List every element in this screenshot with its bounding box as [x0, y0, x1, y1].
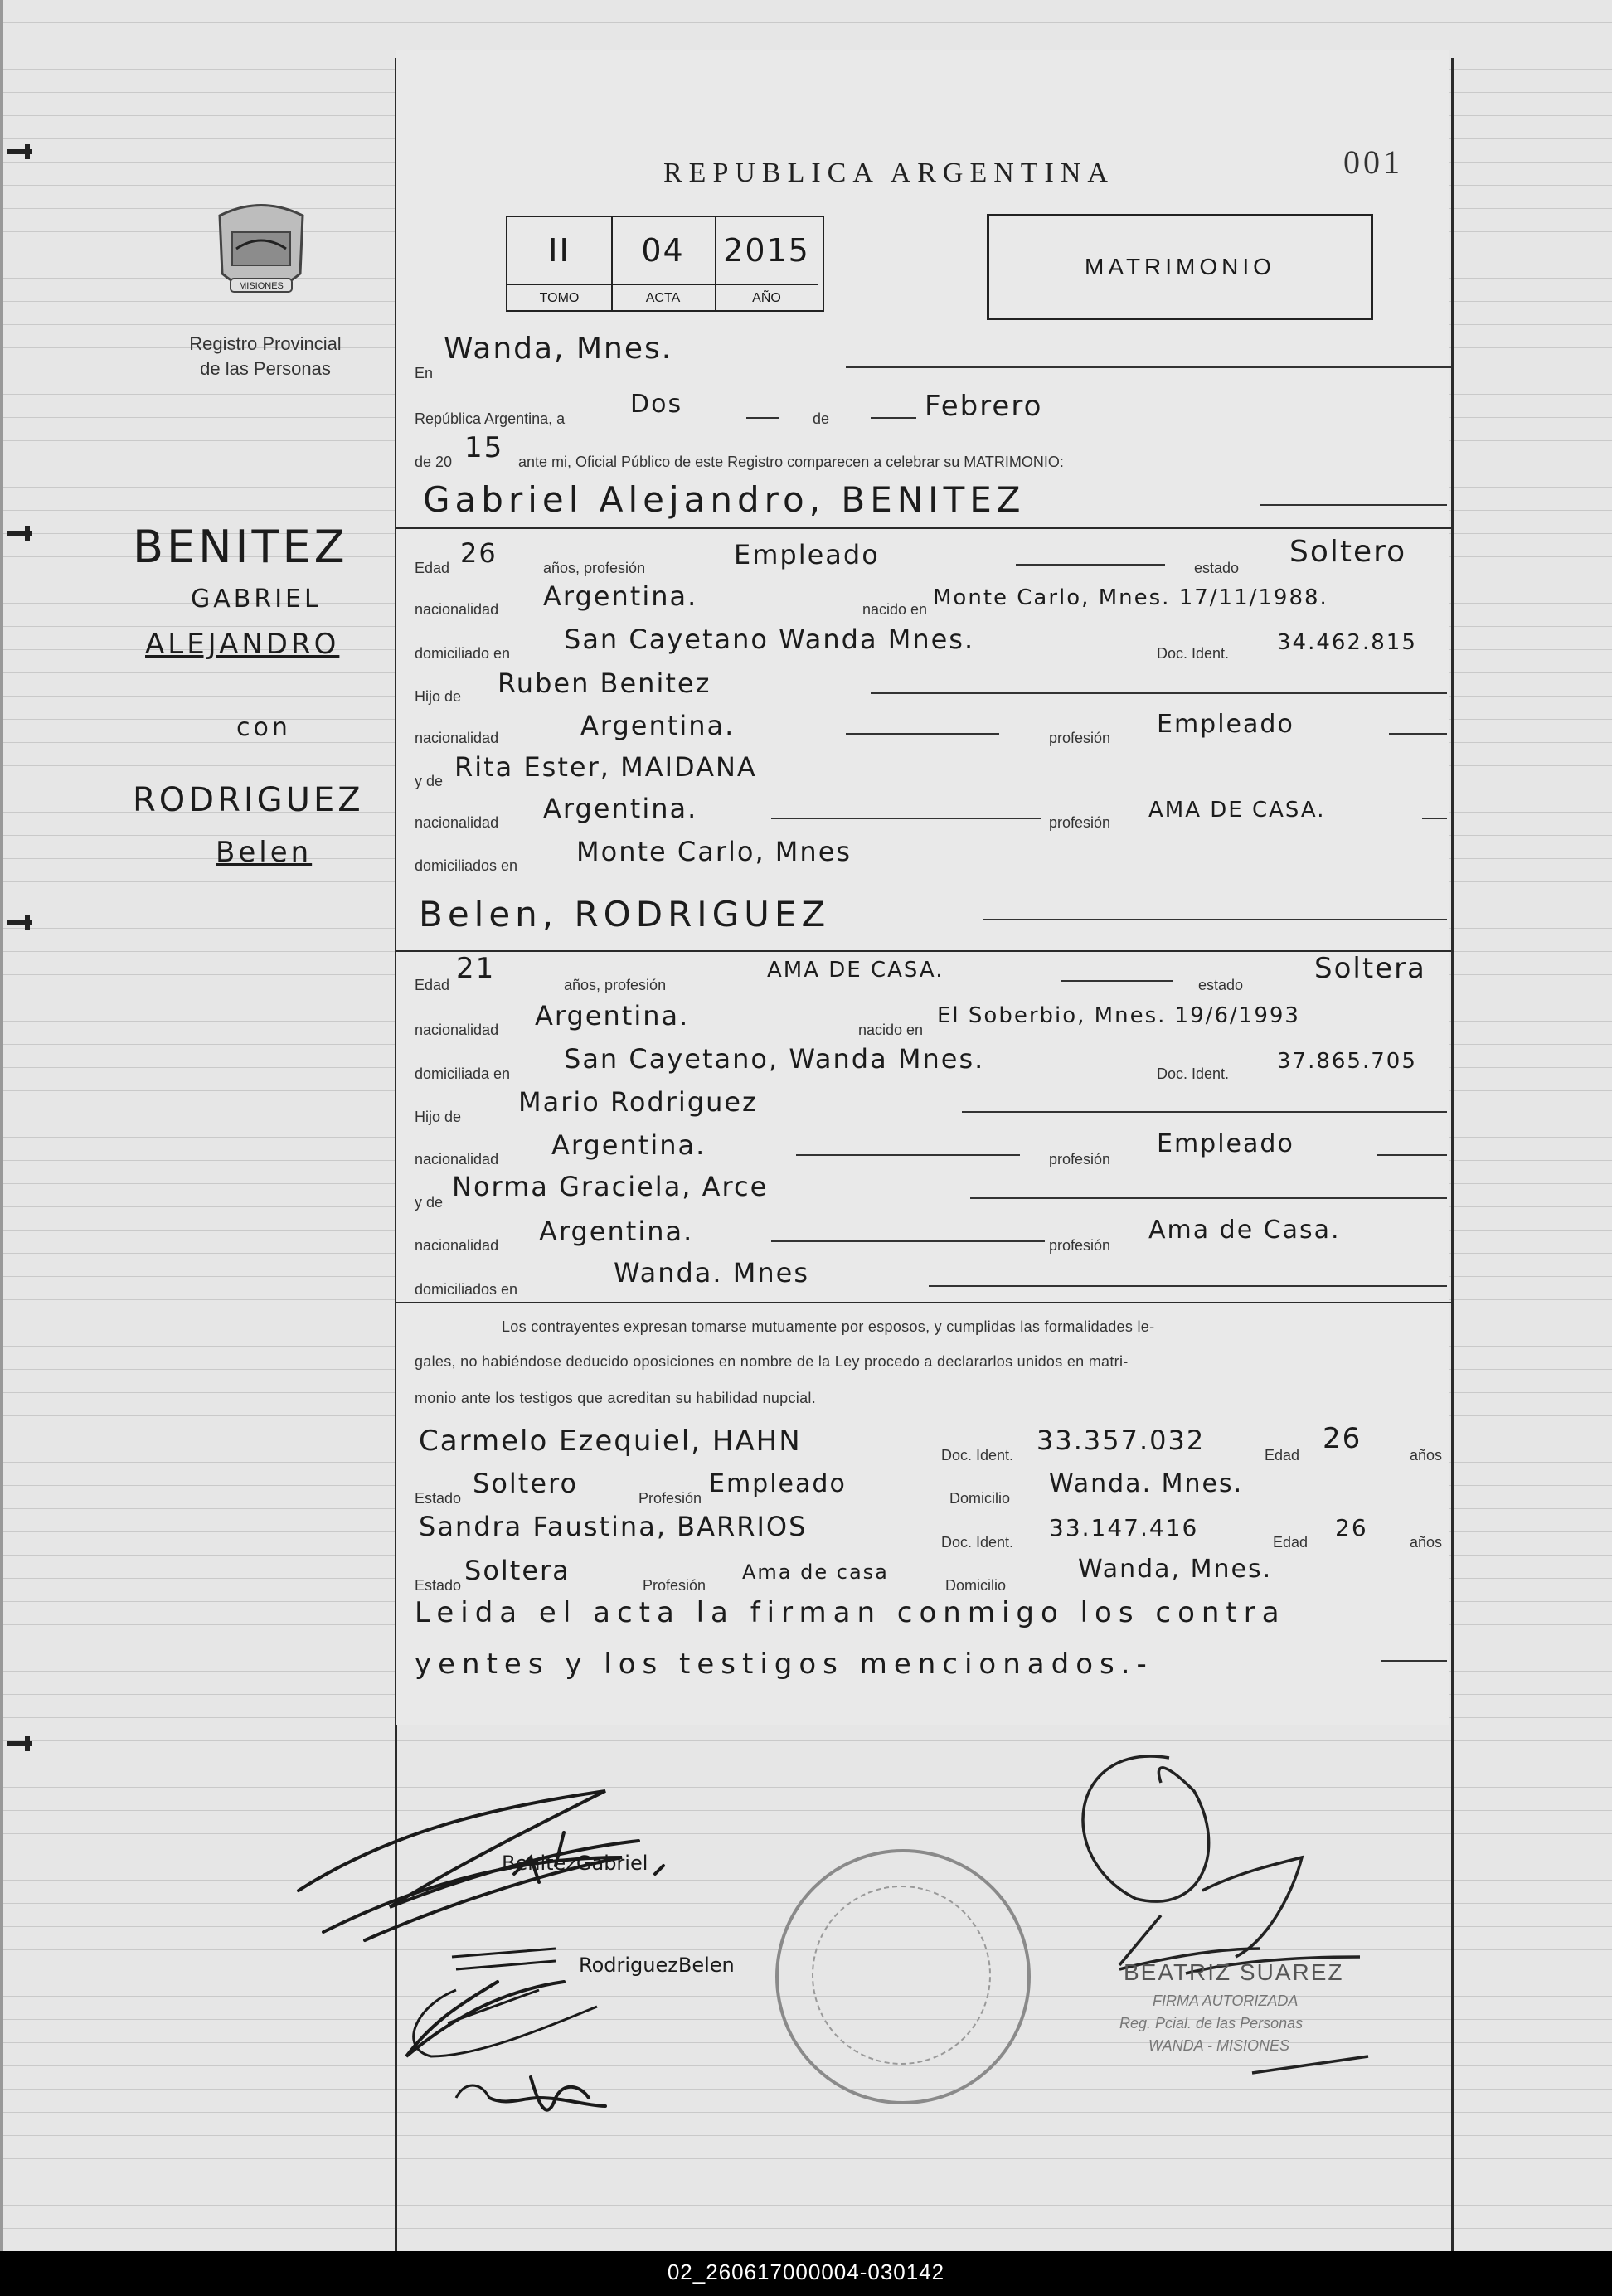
witness2-profession: Ama de casa [742, 1561, 889, 1584]
section-rule [396, 1302, 1451, 1303]
tomo-value: II [548, 232, 571, 269]
provincial-seal-logo [207, 199, 315, 307]
ano-label: AÑO [715, 284, 818, 312]
tomo-label: TOMO [507, 284, 613, 312]
margin-given-bride: Belen [216, 836, 313, 869]
closing-line-1: Leida el acta la firman conmigo los contra [415, 1596, 1286, 1629]
legal-line-1: Los contrayentes expresan tomarse mutuamente por esposos, y cumplidas las formalidades le- [502, 1318, 1155, 1335]
bride-parents-address: Wanda. Mnes [614, 1257, 809, 1289]
witness2-status: Soltera [464, 1555, 571, 1586]
fill-line [962, 1111, 1447, 1113]
place-value: Wanda, Mnes. [444, 332, 673, 366]
fill-line [929, 1285, 1447, 1287]
fill-line [1016, 564, 1165, 566]
bride-nacido-label: nacido en [858, 1022, 924, 1038]
bride-mother: Norma Graciela, Arce [452, 1171, 769, 1202]
groom-profession: Empleado [734, 539, 880, 570]
bride-profession: AMA DE CASA. [767, 958, 944, 983]
bride-parents-dom-label: domiciliados en [415, 1281, 518, 1298]
groom-name: Gabriel Alejandro, BENITEZ [423, 479, 1026, 520]
groom-father-profession: Empleado [1157, 710, 1294, 739]
day-value: Dos [630, 390, 683, 419]
witness2-anos-label: años [1410, 1534, 1443, 1551]
fill-line [771, 1240, 1045, 1242]
bride-mother-profession: Ama de Casa. [1148, 1216, 1341, 1245]
witness1-status: Soltero [473, 1468, 579, 1499]
de-label: de [813, 410, 830, 427]
fill-line [746, 417, 779, 419]
official-line-2: Reg. Pcial. de las Personas [1119, 2015, 1304, 2031]
groom-parents-address: Monte Carlo, Mnes [576, 836, 852, 867]
fill-line [970, 1197, 1447, 1199]
country-title: REPUBLICA ARGENTINA [663, 158, 1114, 188]
margin-given-groom-1: GABRIEL [191, 585, 322, 614]
groom-age: 26 [460, 537, 498, 569]
fill-line [1260, 504, 1447, 506]
bride-doc: 37.865.705 [1277, 1049, 1417, 1074]
binder-mark [7, 1741, 32, 1746]
fill-line [871, 417, 916, 419]
margin-surname-groom: BENITEZ [133, 521, 348, 573]
witness2-age: 26 [1335, 1514, 1368, 1541]
groom-edad-label: Edad [415, 560, 450, 576]
witness1-anos-label: años [1410, 1447, 1443, 1464]
groom-nacido-label: nacido en [862, 601, 928, 618]
bride-doc-label: Doc. Ident. [1157, 1065, 1230, 1082]
margin-given-groom-2: ALEJANDRO [145, 628, 340, 661]
legal-line-2: gales, no habiéndose deducido oposiciones en nombre de la Ley procedo a declararlos unidos en matri- [415, 1353, 1129, 1370]
fill-line [846, 366, 1451, 368]
bride-father-nationality: Argentina. [551, 1129, 706, 1161]
fill-line [771, 818, 1041, 819]
bride-father-profession: Empleado [1157, 1129, 1294, 1158]
groom-father-prof-label: profesión [1049, 730, 1111, 746]
witness2-address: Wanda, Mnes. [1078, 1555, 1273, 1584]
groom-father: Ruben Benitez [498, 667, 711, 699]
fill-line [1422, 818, 1447, 819]
witness2-dom-label: Domicilio [945, 1577, 1007, 1594]
groom-signature-text: BenitezGabriel [502, 1852, 648, 1875]
registry-table [506, 216, 824, 312]
groom-hijo-label: Hijo de [415, 688, 462, 705]
bride-edad-label: Edad [415, 977, 450, 993]
official-name: BEATRIZ SUAREZ [1124, 1959, 1344, 1985]
bride-yde-label: y de [415, 1194, 444, 1211]
official-line-1: FIRMA AUTORIZADA [1153, 1993, 1299, 2009]
witness1-dom-label: Domicilio [949, 1490, 1011, 1507]
margin-surname-bride: RODRIGUEZ [133, 781, 364, 819]
acta-value: 04 [641, 232, 685, 269]
official-stamp [775, 1849, 1031, 2104]
bride-father-prof-label: profesión [1049, 1151, 1111, 1167]
witness1-profession: Empleado [709, 1469, 847, 1498]
groom-nac-label: nacionalidad [415, 601, 499, 618]
groom-yde-label: y de [415, 773, 444, 789]
witness1-estado-label: Estado [415, 1490, 462, 1507]
groom-signature [299, 1791, 663, 2110]
groom-dom-label: domiciliado en [415, 645, 511, 662]
witness1-name: Carmelo Ezequiel, HAHN [419, 1425, 802, 1458]
seal-text: MISIONES [239, 281, 284, 291]
witness1-doc-label: Doc. Ident. [941, 1447, 1014, 1464]
witness2-prof-label: Profesión [643, 1577, 706, 1594]
groom-mother-nac-label: nacionalidad [415, 814, 499, 831]
bride-father: Mario Rodriguez [518, 1086, 758, 1118]
bride-status: Soltera [1314, 952, 1426, 985]
bride-nac-label: nacionalidad [415, 1022, 499, 1038]
witness1-edad-label: Edad [1265, 1447, 1300, 1464]
bride-mother-prof-label: profesión [1049, 1237, 1111, 1254]
office-name [158, 332, 373, 381]
groom-father-nac-label: nacionalidad [415, 730, 499, 746]
bride-mother-nac-label: nacionalidad [415, 1237, 499, 1254]
bride-hijo-label: Hijo de [415, 1109, 462, 1125]
margin-con: con [236, 713, 291, 742]
binder-mark [7, 920, 32, 925]
groom-anos-label: años, profesión [543, 560, 646, 576]
groom-father-nationality: Argentina. [580, 710, 736, 741]
section-rule [396, 950, 1451, 952]
bride-mother-nationality: Argentina. [539, 1216, 694, 1247]
ano-value: 2015 [723, 232, 810, 269]
month-value: Febrero [925, 390, 1043, 423]
groom-status: Soltero [1289, 535, 1407, 569]
bride-birth: El Soberbio, Mnes. 19/6/1993 [937, 1003, 1300, 1028]
fill-line [871, 692, 1447, 694]
bride-nationality: Argentina. [535, 1000, 690, 1032]
bride-signature-text: RodriguezBelen [579, 1954, 735, 1977]
fill-line [1389, 733, 1447, 735]
page-number: 001 [1343, 143, 1403, 181]
republica-label: República Argentina, a [415, 410, 566, 427]
groom-nationality: Argentina. [543, 580, 698, 612]
office-name-line1: Registro Provincial [189, 333, 342, 354]
acta-label: ACTA [611, 284, 716, 312]
bride-name: Belen, RODRIGUEZ [419, 894, 831, 934]
office-name-line2: de las Personas [200, 358, 331, 379]
bride-age: 21 [456, 952, 496, 985]
witness1-address: Wanda. Mnes. [1049, 1469, 1244, 1498]
fill-line [1381, 1660, 1447, 1662]
fill-line [846, 733, 999, 735]
witness2-doc-label: Doc. Ident. [941, 1534, 1014, 1551]
witness2-name: Sandra Faustina, BARRIOS [419, 1511, 808, 1542]
intro-rest: ante mi, Oficial Público de este Registro comparecen a celebrar su MATRIMONIO: [518, 454, 1064, 470]
groom-doc-label: Doc. Ident. [1157, 645, 1230, 662]
witness2-estado-label: Estado [415, 1577, 462, 1594]
groom-estado-label: estado [1194, 560, 1240, 576]
witness1-doc: 33.357.032 [1037, 1425, 1206, 1456]
witness1-age: 26 [1323, 1422, 1362, 1455]
groom-doc: 34.462.815 [1277, 630, 1417, 655]
fill-line [983, 919, 1447, 920]
witness1-prof-label: Profesión [638, 1490, 702, 1507]
bride-dom-label: domiciliada en [415, 1065, 511, 1082]
binder-mark [7, 149, 32, 154]
groom-address: San Cayetano Wanda Mnes. [564, 624, 975, 655]
section-rule [396, 527, 1451, 529]
groom-mother: Rita Ester, MAIDANA [454, 751, 757, 783]
fill-line [796, 1154, 1020, 1156]
groom-mother-prof-label: profesión [1049, 814, 1111, 831]
binder-mark [7, 531, 32, 536]
witness2-doc: 33.147.416 [1049, 1514, 1199, 1541]
page-edge [0, 0, 3, 2251]
fill-line [1377, 1154, 1447, 1156]
closing-line-2: yentes y los testigos mencionados.- [415, 1648, 1153, 1681]
witness-signature [456, 2085, 489, 2098]
bride-signature [414, 1949, 597, 2056]
groom-mother-profession: AMA DE CASA. [1148, 798, 1326, 823]
groom-mother-nationality: Argentina. [543, 793, 698, 824]
year-prefix: de 20 [415, 454, 453, 470]
bride-address: San Cayetano, Wanda Mnes. [564, 1043, 985, 1075]
year-suffix: 15 [464, 431, 504, 464]
groom-parents-dom-label: domiciliados en [415, 857, 518, 874]
official-line-3: WANDA - MISIONES [1148, 2037, 1290, 2054]
bride-father-nac-label: nacionalidad [415, 1151, 499, 1167]
witness2-edad-label: Edad [1273, 1534, 1309, 1551]
groom-birth: Monte Carlo, Mnes. 17/11/1988. [933, 585, 1328, 610]
en-label: En [415, 365, 434, 381]
bride-estado-label: estado [1198, 977, 1244, 993]
footer-code: 02_260617000004-030142 [667, 2260, 945, 2284]
legal-line-3: monio ante los testigos que acreditan su habilidad nupcial. [415, 1390, 817, 1406]
record-type-box: MATRIMONIO [987, 214, 1373, 320]
bride-anos-label: años, profesión [564, 977, 667, 993]
fill-line [1061, 980, 1173, 982]
